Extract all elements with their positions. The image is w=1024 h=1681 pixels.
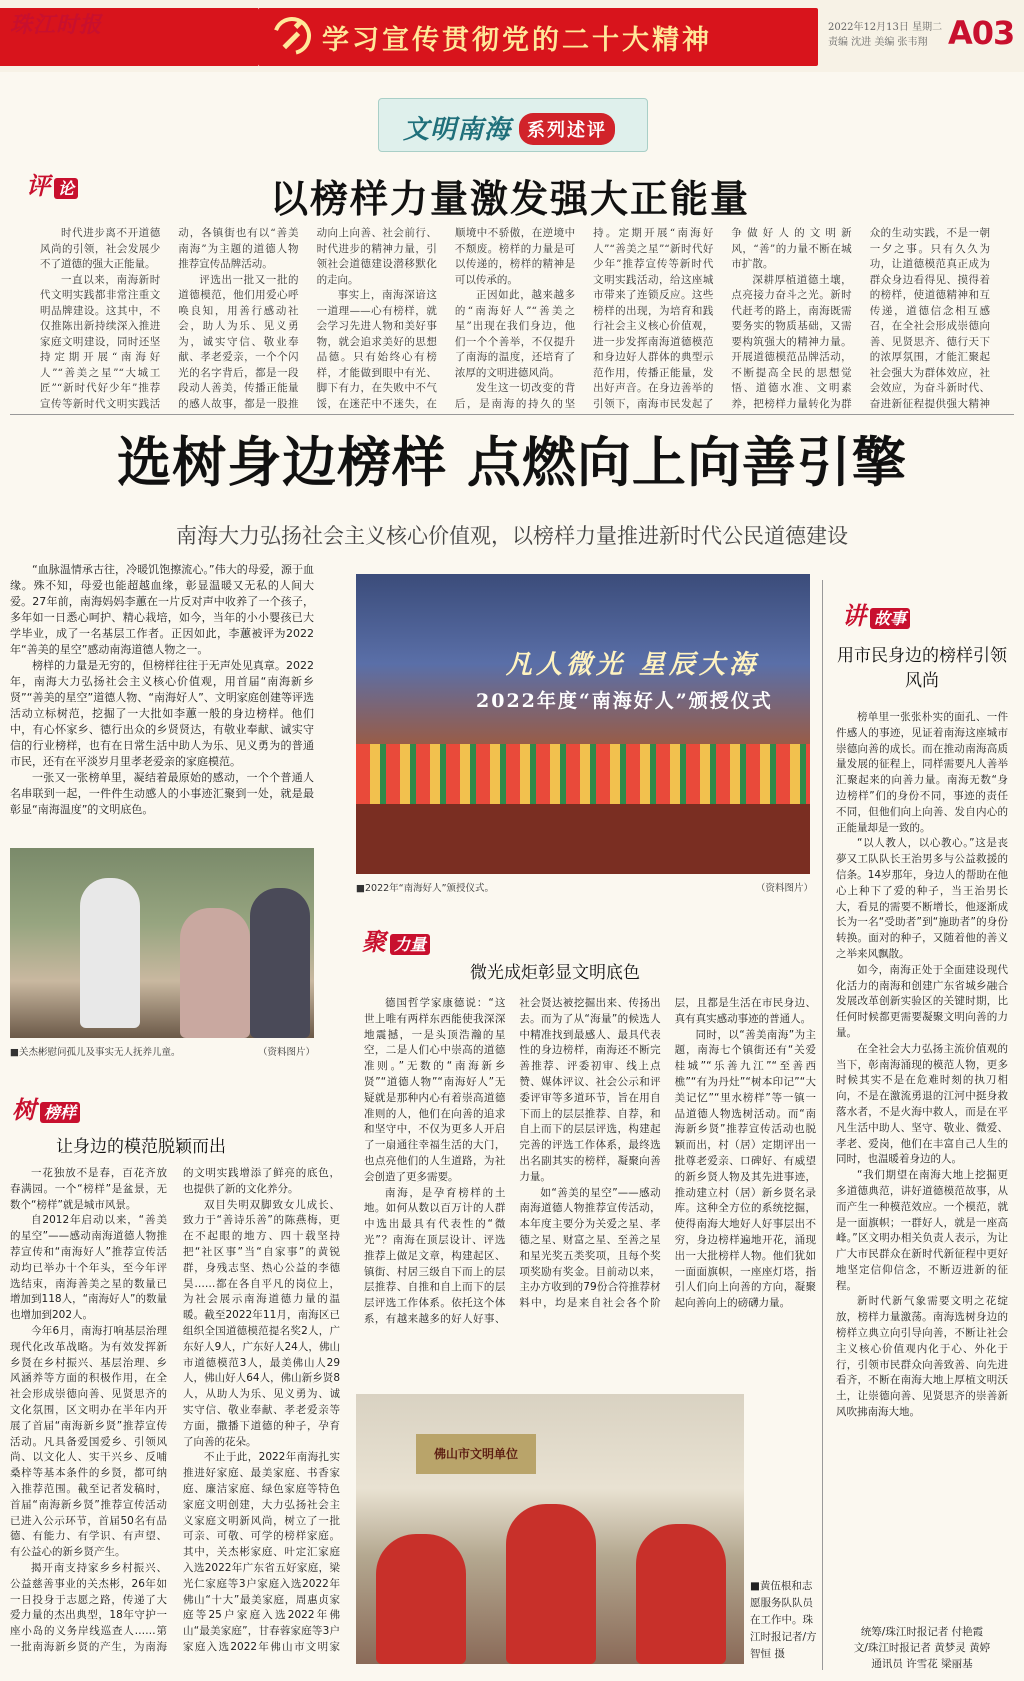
byline-line: 通讯员 许雪花 梁丽基 [871,1658,973,1670]
photo-award-ceremony [356,574,810,874]
right-column-tag [842,596,910,631]
column-divider [822,580,823,1670]
main-headline: 选树身边榜样 点燃向上向善引擎 [117,431,907,494]
left-section-tag [12,1090,80,1125]
lead-paragraph: 榜样的力量是无穷的，但榜样往往于无声处见真章。2022年，南海大力弘扬社会主义核心价值观，用首届“南海新乡贤”“善美的星空”道德人物、“南海好人”、文明家庭创建等评选活动立标树范，挖掘了一大批如李蕙一般的身边榜样。他们中，有心怀家乡、德行出众的乡贤贤达，有敬业奉献、诚实守信的行业榜样，也有在日常生活中助人为乐、见义勇为的普通市民，还有在平淡岁月里孝老爱亲的家庭模范。 [10,659,314,768]
commentary-body [40,226,990,412]
right-paragraph: 新时代新气象需要文明之花绽放，榜样力量激荡。南海选树身边的榜样立典立向引导向善，不断让社会主义核心价值观内化于心、外化于行，引领市民群众向善致善、向先进看齐，不断在南海大地上厚植文明沃土，让崇德向善、见贤思齐的崇善新风吹拂南海大地。 [836,1295,1008,1419]
ceremony-banner-text: 凡人微光 星辰大海 [506,650,760,680]
photo-figure [506,1504,596,1664]
lead-paragraph: “血脉温情承古往，冷暖饥饱擦流心。”伟大的母爱，源于血缘。殊不知，母爱也能超越血缘，彰显温暖又无私的人间大爱。27年前，南海妈妈李蕙在一片反对声中收养了一个孩子，多年如一日悉心呵护、精心栽培，如今，当年的小小婴孩已大学毕业，成了一名基层工作者。正因如此，李蕙被评为2022年“善美的星空”感动南海道德人物之一。 [10,563,314,656]
left-paragraph: 双目失明双脚致女儿成长、致力于“善诗乐善”的陈燕梅，更在不起眼的地方、四十载坚持把“社区事”当“自家事”的黄锐群，身残志坚、热心公益的李德昊……都在各自平凡的岗位上，为社会展示南海道德力量的温暖。截至2022年11月，南海区已组织全国道德模范提名奖2人，广东好人9人，广东好人24人，佛山市道德模范3人，最美佛山人29人，佛山好人64人，佛山新乡贤8人，从助人为乐、见义勇为、诚实守信、敬业奉献、孝老爱亲等方面，撒播下道德的种子，孕育了向善的花朵。 [183,1198,340,1448]
divider [10,414,1014,415]
photo1-caption: ■关杰彬慰问孤儿及事实无人抚养儿童。 [10,1047,181,1058]
office-sign: 佛山市文明单位 [416,1434,536,1474]
byline [832,1624,1012,1672]
left-paragraph: 不止于此，2022年南海扎实推进好家庭、最美家庭、书香家庭、廉洁家庭、绿色家庭等特色家庭文明创建，大力弘扬社会主义家庭文明新风尚，树立了一批可亲、可敬、可学的榜样家庭。其中，关杰彬家庭、叶定汇家庭入选2022年广东省五好家庭，梁光仁家庭等3户家庭入选2022年佛山“十大”最美家庭，周惠贞家庭等25户家庭入选2022年佛山“最美家庭”，甘春蓉家庭等3户家庭入选2022年佛山市文明家 [183,1451,340,1653]
right-column-body [836,710,1008,1610]
left-paragraph: 今年6月，南海打响基层治理现代化改革战略。为有效发挥新乡贤在乡村振兴、基层治理、乡风涵养等方面的积极作用，在全社会形成崇德向善、见贤思齐的文化氛围，区文明办在半年内开展了首届“南海新乡贤”推荐宣传活动。凡具备爱国爱乡、引领风尚、以文化人、实干兴乡、反哺桑梓等基本条件的乡贤，都可纳入推荐范围。截至记者发稿时，首届“南海新乡贤”推荐宣传活动已进入公示环节，首届50名有品德、有能力、有学识、有声望、有公益心的新乡贤产生。 [10,1324,167,1559]
right-tag-big: 讲 [842,601,866,630]
page-number: A03 [948,14,1015,52]
commentary-paragraph: 时代进步离不开道德风尚的引领，社会发展少不了道德的强大正能量。 [40,227,161,270]
lead-article [10,562,314,832]
commentary-tag-small: 论 [54,178,78,199]
right-column-title: 用市民身边的榜样引领风尚 [837,646,1007,691]
middle-section-body [364,996,816,1364]
left-paragraph: 揭开南支持家乡乡村振兴、公益慈善事业的关杰彬，26年如一日投身于志愿之路，传递了大爱力量的杰出典型，18年守护一座小岛的义务岸线巡查人……第一批南海新乡贤的产生，为南海的文明实践增添了鲜亮的底色，也提供了新的文化养分。 [10,1167,340,1653]
middle-paragraph: 如“善美的星空”——感动南海道德人物推荐宣传活动，本年度主要分为关爱之星、孝德之星、财富之星、至善之星和星光奖五类奖项，且每个奖项奖励有奖金。目前动以来，主办方收到的79份合符推荐材料中，均是来自社会各个阶层，且都是生活在市民身边、真有真实感动事迹的普通人。 [519,997,816,1310]
right-paragraph: 在全社会大力弘扬主流价值观的当下，彰南海涌现的模范人物，更多时候其实不是在危难时刻的执刀相向，不是在激流勇退的江河中挺身救落水者，不是火海中救人，而是在平凡生活中助人、坚守、敬业、微爱、孝老、爱岗，他们在丰富自己人生的同时，也温暖着身边的人。 [836,1042,1008,1166]
middle-paragraph: 同时，以“善美南海”为主题，南海七个镇街还有“关爱桂城”“乐善九江”“至善西樵”“有为丹灶”“树本印记”“大美记忆”“里水榜样”等一镇一品道德人物选树活动。而“南海新乡贤”推荐宣传活动也脱颖而出，村（居）定期评出一批尊老爱亲、口碑好、有威望的新乡贤人物及其先进事迹，推动建立村（居）新乡贤名录库。这种全方位的系统挖掘，使得南海大地好人好事层出不穷，身边榜样遍地开花，涌现出一大批榜样人物。他们犹如一面面旗帜，一座座灯塔，指引人们向上向善的方向，凝聚起向善向上的磅礴力量。 [674,1028,816,1310]
right-column [832,592,1012,1672]
commentary-tag-big: 评 [26,171,50,200]
commentary-paragraph: 正因如此，越来越多的“南海好人”“善美之星”出现在我们身边，他们一个个善举，不仅提升了南海的温度，还培育了浓厚的文明进德风尚。 [454,289,576,379]
left-paragraph: 一花独放不是春，百花齐放春满园。一个“榜样”是盆景，无数个“榜样”就是城市风景。 [10,1167,167,1211]
ceremony-stage-floor [356,804,810,874]
photo1-credit: （资料图片） [258,1047,316,1058]
series-title: 文明南海 [403,115,512,145]
middle-paragraph: 南海，是孕育榜样的土地。如何从数以百万计的人群中选出最具有代表性的“微光”？南海在顶层设计、评选推荐上做足文章，构建起区、镇街、村居三级自下而上的层层推荐、自推和自上而下的层层评选工作体系。依托这个体系，有越来越多的好人好事、社会贤达被挖掘出来、传扬出去。而为了从“海量”的候选人中精准找到最感人、最具代表性的身边榜样，南海还不断完善推荐、评委初审、线上点赞、媒体评议、社会公示和评委评审等多道环节，旨在用自下而上的层层推荐、自荐，和自上而下的层层评选，构建起完善的评选工作体系，最终选出名副其实的榜样，凝聚向善力量。 [364,997,661,1325]
middle-section-title: 微光成炬彰显文明底色 [470,963,640,983]
commentary-title: 以榜样力量激发强大正能量 [269,177,750,221]
middle-paragraph: 德国哲学家康德说：“这世上唯有两样东西能使我深深地震撼，一是头顶浩瀚的星空，二是人们心中崇高的道德准则。”无数的“南海新乡贤”“道德人物”“南海好人”无疑就是那种内心有着崇高道德准则的人，他们在向善的追求和坚守中，不仅为更多人开启了一扇通往幸福生活的大门，也点亮他们的人生道路，为社会创造了更多需要。 [364,997,506,1183]
right-paragraph: “以人教人，以心教心。”这是丧夢又工队队长王治男多与公益救援的信条。14岁那年，身边人的帮助在他心上种下了爱的种子，当王治男长大，看見的需要不断增长，他逐渐成长为一名“受助者”到“施助者”的身份转换。面对的种子，又随着他的善义之举来风飘散。 [836,837,1008,960]
main-subheadline: 南海大力弘扬社会主义核心价值观，以榜样力量推进新时代公民道德建设 [176,524,848,548]
left-section-title: 让身边的模范脱颖而出 [56,1137,226,1157]
photo-figure [376,1534,466,1664]
ceremony-stage-flowers [356,744,810,804]
photo-volunteers [356,1394,744,1664]
photo-orphan-visit [10,848,314,1038]
photo2-caption: ■2022年“南海好人”颁授仪式。 [356,883,494,894]
commentary-paragraph: 事实上，南海深谙这一道理——心有榜样，就会学习先进人物和美好事物，就会追求美好的思想品德。只有始终心有榜样，才能做到眼中有光、脚下有力，在失败中不气馁，在迷茫中不迷失，在顺境中不骄傲，在逆境中不颓废。榜样的力量是可以传递的，榜样的精神是可以传承的。 [316,227,576,410]
series-tag: 系列述评 [519,113,615,145]
hammer-sickle-icon [272,16,312,56]
photo-figure [636,1524,726,1664]
middle-section-tag [362,922,430,957]
series-banner [378,98,648,152]
photo3-caption: ■黄伍根和志愿服务队队员在工作中。珠江时报记者/方智恒 摄 [750,1580,817,1660]
ceremony-banner-sub: 2022年度“南海好人”颁授仪式 [476,690,773,712]
header-banner-title: 学习宣传贯彻党的二十大精神 [322,25,712,56]
commentary-paragraph: 发生这一切改变的背后，是南海的持久的坚持。定期开展“南海好人”“善美之星”“新时代好少年”推荐宣传等新时代文明实践活动，给这座城市带来了连锁反应。这些榜样的出现，为培育和践行社会主义核心价值观，进一步发挥南海道德模范和身边好人群体的典型示范作用，传播正能量，发出好声音。在身边善举的引领下，南海市民发起了争做好人的文明新风，“善”的力量不断在城市扩散。 [454,227,852,410]
byline-line: 文/珠江时报记者 黄梦灵 黄婷 [853,1642,991,1654]
issue-date: 2022年12月13日 星期二 [828,22,943,33]
photo-figure [80,878,140,1028]
left-section-body [10,1166,340,1671]
byline-line: 统筹/珠江时报记者 付艳霞 [860,1626,984,1638]
commentary-paragraph: 评选出一批又一批的道德模范，他们用爱心呼唤良知，用善行感动社会，助人为乐、见义勇为，诚实守信、敬业奉献、孝老爱亲，一个个闪光的名字背后，都是一段段动人善美，传播正能量的感人故事，都是一股推动向上向善、社会前行、时代进步的精神力量，引领社会道德建设潜移默化的走向。 [178,227,437,410]
commentary-tag [26,166,78,201]
commentary-paragraph: 深耕厚植道德土壤，点亮接力奋斗之光。新时代赶考的路上，南海既需要务实的物质基础，又需要构筑强大的精神力量。开展道德模范品牌活动，不断提高全民的思想觉悟、道德水准、文明素养，把榜样力量转化为群众的生动实践，不是一朝一夕之事。只有久久为功，让道德模范真正成为群众身边看得见、摸得着的榜样，使道德精神和互传递，道德信念相互感召，在全社会形成崇德向善、见贤思齐、德行天下的浓厚氛围，才能汇聚起社会强大为群体效应，社会效应，为奋斗新时代、奋进新征程提供强大精神 [731,227,990,410]
middle-tag-big: 聚 [362,927,386,956]
commentary-paragraph: 一直以来，南海新时代文明实践都非常注重文明品牌建设。这其中，不仅推陈出新持续深入推进家庭文明建设，同时还坚持定期开展“南海好人”“善美之星”“大城工匠”“新时代好少年”推荐宣传等新时代文明实践活动，各镇街也有以“善美南海”为主题的道德人物推荐宣传品牌活动。 [40,227,299,410]
issue-date-block [828,20,942,50]
left-paragraph: 自2012年启动以来，“善美的星空”——感动南海道德人物推荐宣传和“南海好人”推荐宣传活动均已举办十个年头，至今年评选结束，南海善美之星的数量已增加到118人，“南海好人”的数量也增加到202人。 [10,1214,167,1322]
photo2-credit: （资料图片） [756,883,814,894]
left-tag-small: 榜样 [40,1102,80,1123]
photo-figure [250,888,310,1038]
right-paragraph: 榜单里一张张朴实的面孔、一件件感人的事迹，见证着南海这座城市崇德向善的成长。而在推动南海高质量发展的征程上，同样需要凡人善举汇聚起来的向善力量。南海无数“身边榜样”们的身份不同，事迹的责任不同，但他们向上向善、发自内心的正能量却是一致的。 [836,711,1008,834]
page-editors: 责编 沈进 美编 张韦翔 [828,37,928,48]
left-tag-big: 树 [12,1095,36,1124]
right-tag-small: 故事 [870,608,910,629]
lead-paragraph: 一张又一张榜单里，凝结着最原始的感动，一个个普通人名串联到一起，一件件生动感人的小事迹汇聚到一处，就是最彰显“南海温度”的文明底色。 [10,771,314,816]
page-header [0,0,1024,72]
newspaper-brand: 珠江时报 [10,12,103,38]
photo-figure [180,908,250,1038]
middle-tag-small: 力量 [390,934,430,955]
right-paragraph: 如今，南海正处于全面建设现代化活力的南海和创建广东省城乡融合发展改革创新实验区的关键时期，比任何时候都更需要凝聚文明向善的力量。 [836,963,1008,1039]
right-paragraph: “我们期望在南海大地上挖掘更多道德典范，讲好道德模范故事，从而产生一种模范效应。一个模范，就是一面旗帜；一群好人，就是一座高峰。”区文明办相关负责人表示，为让广大市民群众在新时代新征程中更好地坚定信仰信念，不断迈进新的征程。 [836,1169,1008,1292]
